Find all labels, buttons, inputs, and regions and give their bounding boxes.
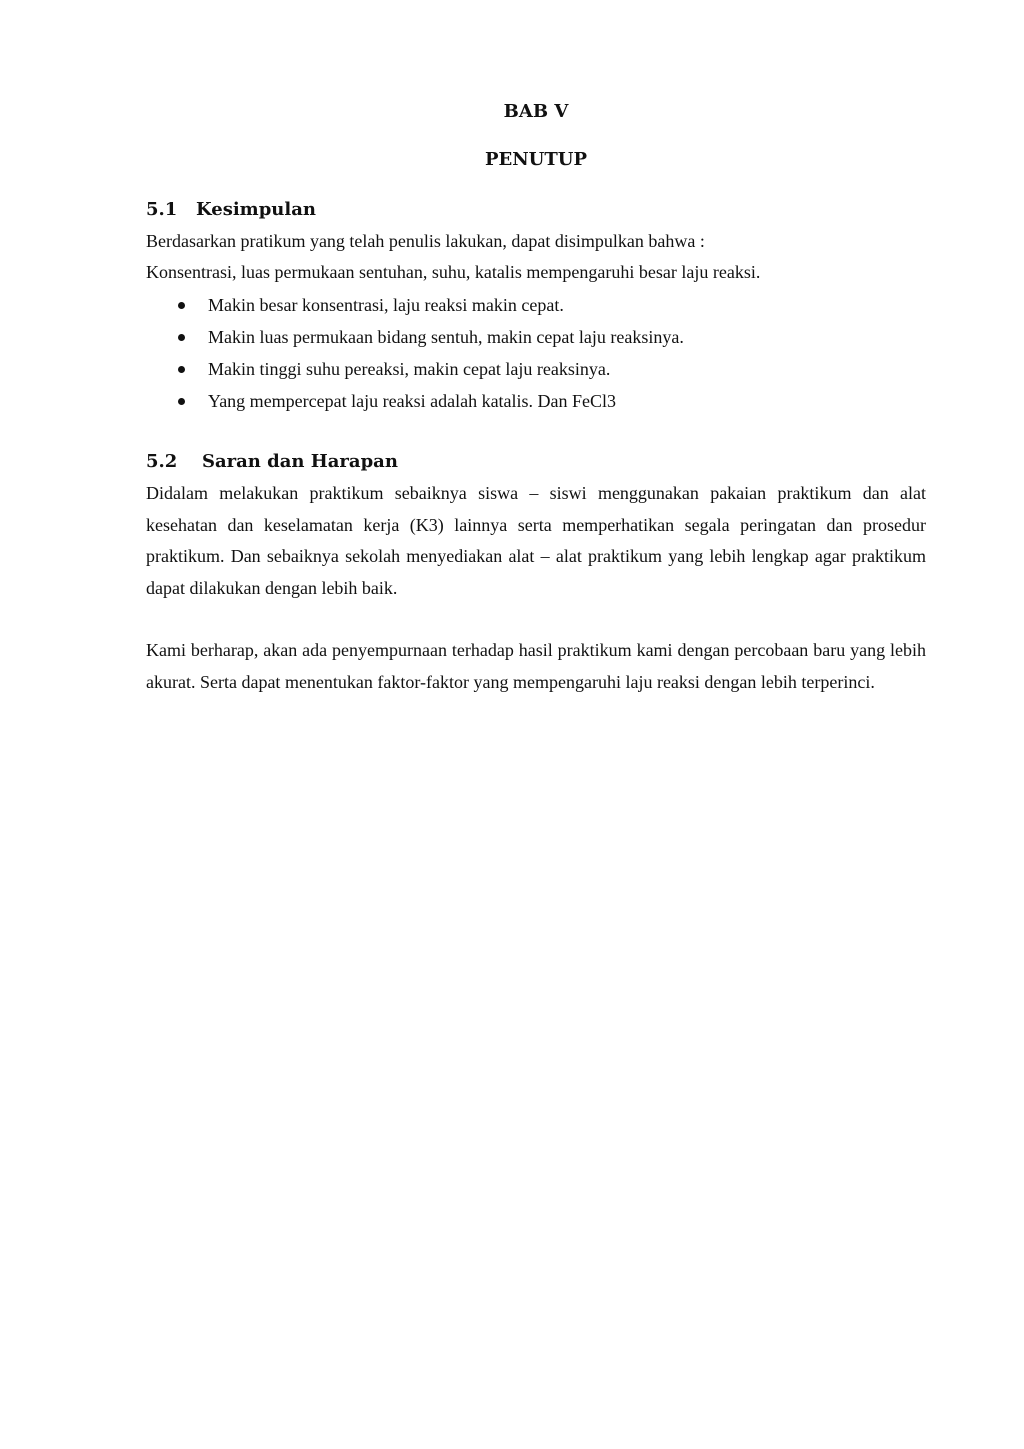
list-item	[146, 385, 684, 417]
section-number: 5.2	[146, 451, 178, 472]
suggestion-paragraph: Didalam melakukan praktikum sebaiknya siswa – siswi menggunakan pakaian praktikum dan alat kesehatan dan keselamatan kerja (K3) lainnya serta memperhatikan segala peringatan dan prosedur praktikum. Dan sebaiknya sekolah menyediakan alat – alat praktikum yang lebih lengkap agar praktikum dapat dilakukan dengan lebih baik.	[146, 483, 926, 598]
list-item	[146, 321, 684, 353]
list-item-text: Makin tinggi suhu pereaksi, makin cepat laju reaksinya.	[208, 359, 611, 379]
list-item-text: Makin luas permukaan bidang sentuh, makin cepat laju reaksinya.	[208, 327, 684, 347]
hope-paragraph: Kami berharap, akan ada penyempurnaan terhadap hasil praktikum kami dengan percobaan baru yang lebih akurat. Serta dapat menentukan faktor-faktor yang mempengaruhi laju reaksi dengan lebih terperinci.	[146, 640, 926, 692]
section-title: Saran dan Harapan	[202, 451, 398, 472]
section-number: 5.1	[146, 199, 178, 220]
section-heading-saran	[146, 451, 398, 472]
bullet-icon	[178, 302, 185, 309]
section-heading-kesimpulan	[146, 199, 316, 220]
bullet-icon	[178, 398, 185, 405]
chapter-title: PENUTUP	[484, 149, 588, 170]
chapter-label: BAB V	[503, 101, 569, 122]
list-item	[146, 289, 684, 321]
bullet-icon	[178, 334, 185, 341]
conclusion-intro: Berdasarkan pratikum yang telah penulis lakukan, dapat disimpulkan bahwa :	[146, 231, 705, 251]
conclusion-bullet-list	[146, 289, 684, 417]
list-item-text: Yang mempercepat laju reaksi adalah katalis. Dan FeCl3	[208, 391, 617, 411]
bullet-icon	[178, 366, 185, 373]
list-item	[146, 353, 684, 385]
list-item-text: Makin besar konsentrasi, laju reaksi makin cepat.	[208, 295, 564, 315]
section-title: Kesimpulan	[196, 199, 316, 220]
conclusion-statement: Konsentrasi, luas permukaan sentuhan, suhu, katalis mempengaruhi besar laju reaksi.	[146, 262, 761, 282]
